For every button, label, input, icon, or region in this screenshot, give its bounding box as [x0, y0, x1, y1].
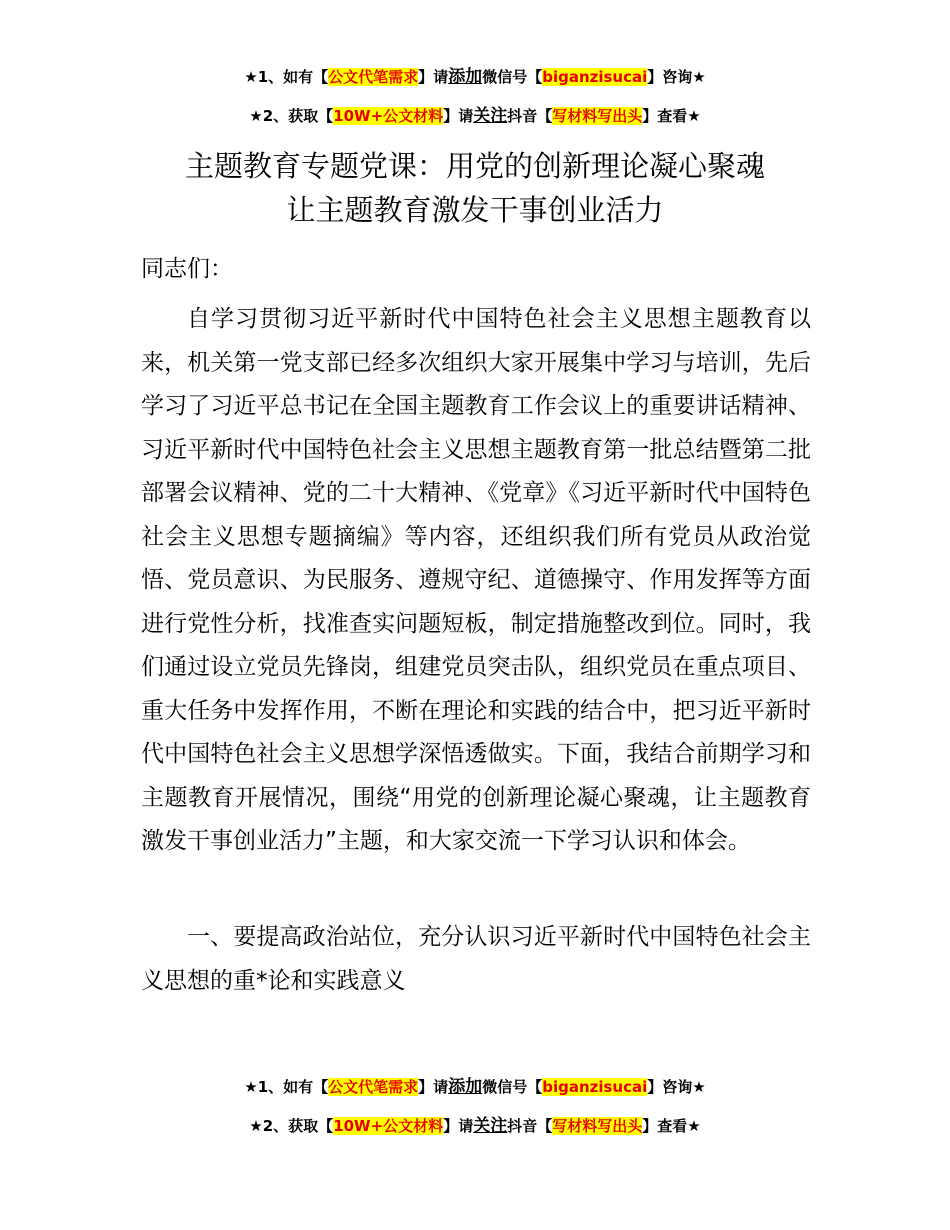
emphasis-word: 关注: [473, 106, 508, 126]
banner-text: 】请: [418, 1078, 449, 1096]
document-title-line-2: 让主题教育激发干事创业活力: [286, 193, 664, 227]
highlight-service: 公文代笔需求: [328, 68, 419, 86]
banner-text: 】查看★: [642, 107, 701, 125]
banner-text: 抖音【: [507, 1117, 553, 1135]
promo-banner-top-line-1: [0, 67, 950, 87]
highlight-wechat-id: biganzisucai: [542, 68, 648, 86]
highlight-materials: 10W+公文材料: [333, 1117, 444, 1135]
banner-text: ★2、获取【: [249, 107, 334, 125]
promo-banner-bottom-line-2: [0, 1116, 950, 1136]
banner-text: 微信号【: [482, 68, 543, 86]
banner-text: 微信号【: [482, 1078, 543, 1096]
banner-text: 】咨询★: [647, 1078, 706, 1096]
banner-text: 】请: [443, 107, 474, 125]
banner-text: ★2、获取【: [249, 1117, 334, 1135]
section-heading-1: 一、要提高政治站位，充分认识习近平新时代中国特色社会主义思想的重*论和实践意义: [141, 924, 811, 994]
banner-text: 】查看★: [642, 1117, 701, 1135]
document-title-line-1: 主题教育专题党课：用党的创新理论凝心聚魂: [184, 149, 765, 183]
highlight-douyin-id: 写材料写出头: [552, 107, 643, 125]
highlight-douyin-id: 写材料写出头: [552, 1117, 643, 1135]
emphasis-word: 添加: [448, 1077, 483, 1097]
promo-banner-bottom-line-1: [0, 1077, 950, 1097]
highlight-wechat-id: biganzisucai: [542, 1078, 648, 1096]
salutation: 同志们：: [141, 256, 233, 282]
banner-text: 】咨询★: [647, 68, 706, 86]
body-paragraph-intro: 自学习贯彻习近平新时代中国特色社会主义思想主题教育以来，机关第一党支部已经多次组织大家开展集中学习与培训，先后学习了习近平总书记在全国主题教育工作会议上的重要讲话精神、习近平新时代中国特色社会主义思想主题教育第一批总结暨第二批部署会议精神、党的二十大精神、《党章》《习近平新时代中国特色社会主义思想专题摘编》等内容，还组织我们所有党员从政治觉悟、党员意识、为民服务、遵规守纪、道德操守、作用发挥等方面进行党性分析，找准查实问题短板，制定措施整改到位。同时，我们通过设立党员先锋岗，组建党员突击队，组织党员在重点项目、重大任务中发挥作用，不断在理论和实践的结合中，把习近平新时代中国特色社会主义思想学深悟透做实。下面，我结合前期学习和主题教育开展情况，围绕“用党的创新理论凝心聚魂，让主题教育激发干事创业活力”主题，和大家交流一下学习认识和体会。: [141, 306, 811, 854]
emphasis-word: 关注: [473, 1116, 508, 1136]
emphasis-word: 添加: [448, 67, 483, 87]
banner-text: ★1、如有【: [244, 68, 329, 86]
banner-text: 】请: [443, 1117, 474, 1135]
highlight-materials: 10W+公文材料: [333, 107, 444, 125]
banner-text: ★1、如有【: [244, 1078, 329, 1096]
banner-text: 】请: [418, 68, 449, 86]
banner-text: 抖音【: [507, 107, 553, 125]
highlight-service: 公文代笔需求: [328, 1078, 419, 1096]
promo-banner-top-line-2: [0, 106, 950, 126]
